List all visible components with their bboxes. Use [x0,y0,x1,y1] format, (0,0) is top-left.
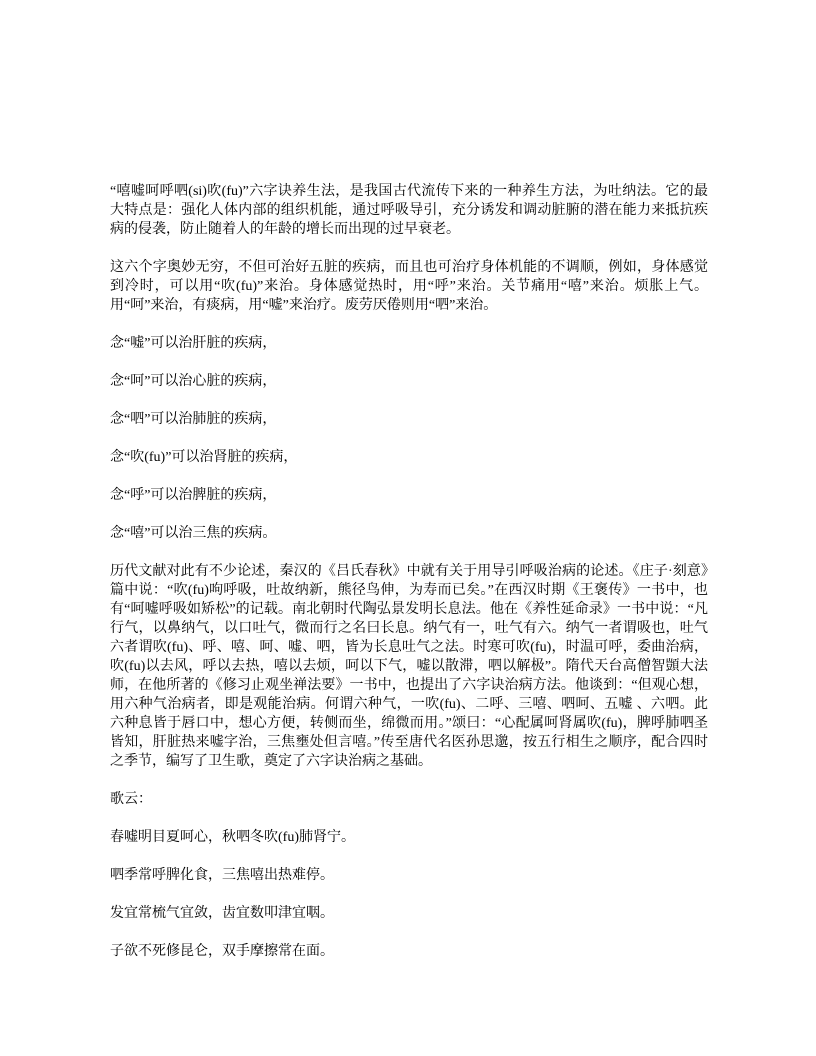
document-body [110,182,708,961]
paragraph-six-words-effects: 这六个字奥妙无穷，不但可治好五脏的疾病，而且也可治疗身体机能的不调顺，例如，身体感觉到冷时，可以用“吹(fu)”来治。身体感觉热时，用“呼”来治。关节痛用“嘻”来治。烦胀上气。用“呵”来治，有痰病，用“嘘”来治疗。废劳厌倦则用“呬”来治。 [110,260,708,313]
chant-line-xu: 念“嘘”可以治肝脏的疾病， [110,336,277,351]
chant-line-hu: 念“呼”可以治脾脏的疾病， [110,488,277,503]
paragraph-history: 历代文献对此有不少论述，秦汉的《吕氏春秋》中就有关于用导引呼吸治病的论述。《庄子·刻意》篇中说：“吹(fu)呴呼吸，吐故纳新，熊径鸟伸，为寿而已矣。”在西汉时期《王褒传》一书中，也有“呵嘘呼吸如矫松”的记载。南北朝时代陶弘景发明长息法。他在《养性延命录》一书中说：“凡行气，以鼻纳气，以口吐气，微而行之名曰长息。纳气有一，吐气有六。纳气一者谓吸也，吐气六者谓吹(fu)、呼、嘻、呵、嘘、呬，皆为长息吐气之法。时寒可吹(fu)，时温可呼，委曲治病，吹(fu)以去风，呼以去热，嘻以去烦，呵以下气，嘘以散滞，呬以解极”。隋代天台高僧智顗大法师，在他所著的《修习止观坐禅法要》一书中，也提出了六字诀治病方法。他谈到：“但观心想，用六种气治病者，即是观能治病。何谓六种气，一吹(fu)、二呼、三嘻、呬呵、五嘘 、六呬。此六种息皆于唇口中，想心方便，转侧而坐，绵微而用。”颂曰：“心配属呵肾属吹(fu)，脾呼肺呬圣皆知，肝脏热来嘘字治，三焦壅处但言嘻。”传至唐代名医孙思邈，按五行相生之顺序，配合四时之季节，编写了卫生歌，奠定了六字诀治病之基础。 [110,564,708,769]
chant-line-he: 念“呵”可以治心脏的疾病， [110,374,277,389]
song-line-1: 春嘘明目夏呵心，秋呬冬吹(fu)肺肾宁。 [110,830,355,845]
chant-line-xi: 念“嘻”可以治三焦的疾病。 [110,526,277,541]
song-line-2: 呬季常呼脾化食，三焦嘻出热难停。 [110,868,334,883]
song-line-3: 发宜常梳气宜敛，齿宜数叩津宜咽。 [110,906,334,921]
song-heading: 歌云： [110,792,152,807]
chant-line-chui: 念“吹(fu)”可以治肾脏的疾病， [110,450,298,465]
chant-line-si: 念“呬”可以治肺脏的疾病， [110,412,277,427]
paragraph-intro: “嘻嘘呵呼呬(si)吹(fu)”六字诀养生法，是我国古代流传下来的一种养生方法，为吐纳法。它的最大特点是：强化人体内部的组织机能，通过呼吸导引，充分诱发和调动脏腑的潜在能力来抵抗疾病的侵袭，防止随着人的年龄的增长而出现的过早衰老。 [110,184,708,237]
song-line-4: 子欲不死修昆仑，双手摩擦常在面。 [110,944,334,959]
